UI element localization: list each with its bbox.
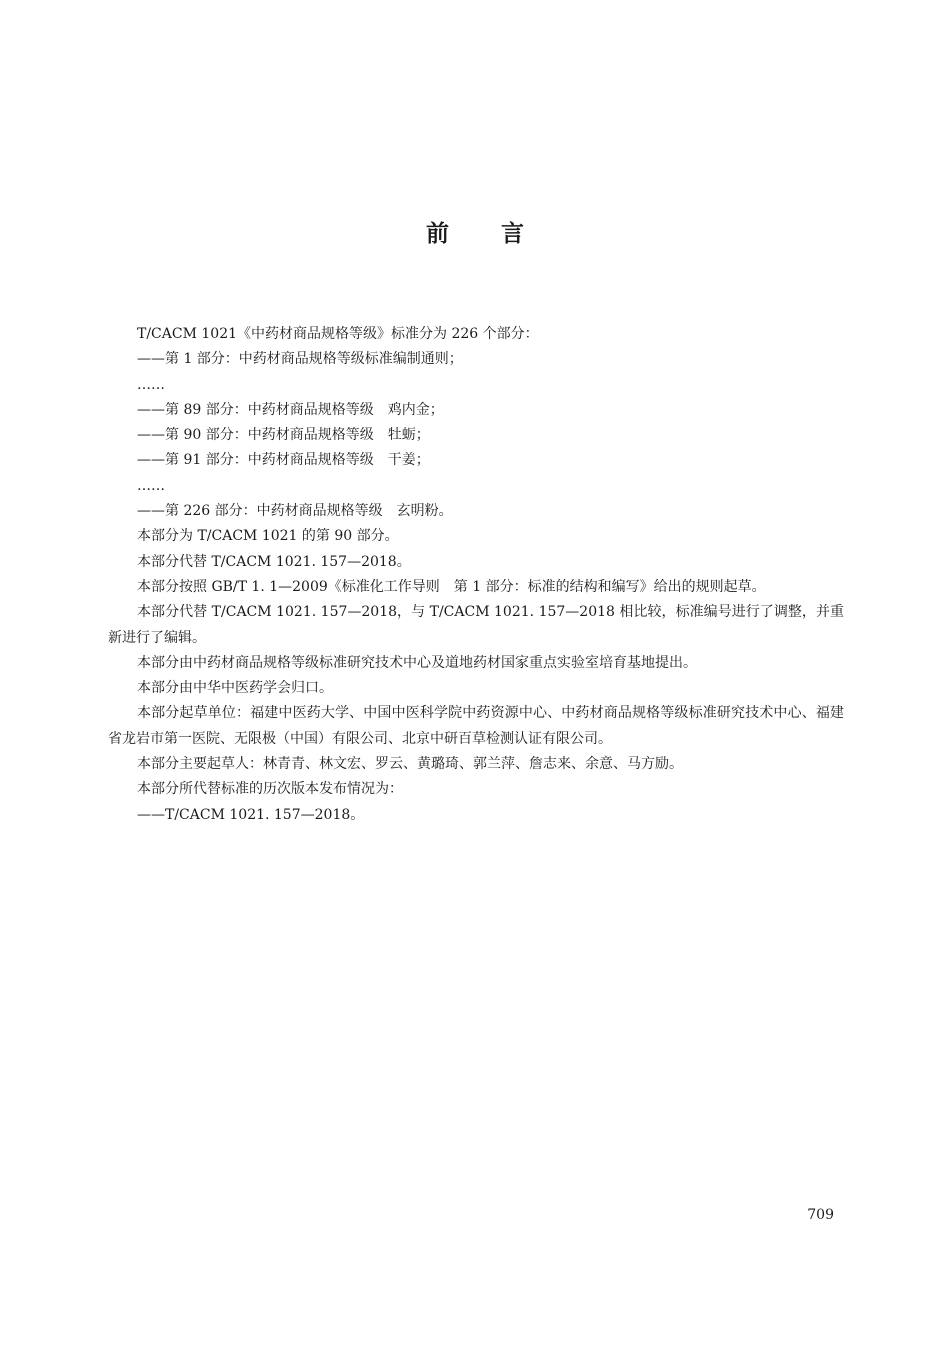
history-item: ——T/CACM 1021. 157—2018。	[137, 806, 365, 823]
proposer-paragraph: 本部分由中药材商品规格等级标准研究技术中心及道地药材国家重点实验室培育基地提出。	[137, 654, 697, 671]
changes-paragraph: 本部分代替 T/CACM 1021. 157—2018，与 T/CACM 1021. 157—2018 相比较，标准编号进行了调整，并重新进行了编辑。	[108, 604, 844, 646]
part-list-item-226: ——第 226 部分：中药材商品规格等级 玄明粉。	[137, 503, 453, 520]
administrator-paragraph: 本部分由中华中医药学会归口。	[137, 680, 333, 697]
replacement-statement: 本部分代替 T/CACM 1021. 157—2018。	[137, 553, 411, 570]
part-list-ellipsis: ……	[137, 477, 165, 494]
part-list-item-90: ——第 90 部分：中药材商品规格等级 牡蛎；	[137, 427, 430, 444]
standard-parts-intro: T/CACM 1021《中药材商品规格等级》标准分为 226 个部分：	[137, 326, 539, 342]
foreword-body	[108, 322, 844, 828]
history-intro-paragraph: 本部分所代替标准的历次版本发布情况为：	[137, 781, 403, 798]
drafting-units-paragraph: 本部分起草单位：福建中医药大学、中国中医科学院中药资源中心、中药材商品规格等级标准研究技术中心、福建省龙岩市第一医院、无限极（中国）有限公司、北京中研百草检测认证有限公司。	[108, 705, 844, 747]
part-list-item-1: ——第 1 部分：中药材商品规格等级标准编制通则；	[137, 351, 463, 368]
page-number: 709	[807, 1207, 834, 1223]
drafters-paragraph: 本部分主要起草人：林青青、林文宏、罗云、黄璐琦、郭兰萍、詹志来、余意、马方励。	[137, 756, 683, 773]
part-list-ellipsis: ……	[137, 376, 165, 393]
drafting-rules-paragraph: 本部分按照 GB/T 1. 1—2009《标准化工作导则 第 1 部分：标准的结构和编写》给出的规则起草。	[137, 578, 766, 595]
part-list-item-89: ——第 89 部分：中药材商品规格等级 鸡内金；	[137, 401, 444, 418]
part-list-item-91: ——第 91 部分：中药材商品规格等级 干姜；	[137, 452, 430, 469]
document-title: 前言	[426, 221, 576, 247]
part-number-statement: 本部分为 T/CACM 1021 的第 90 部分。	[137, 528, 399, 545]
